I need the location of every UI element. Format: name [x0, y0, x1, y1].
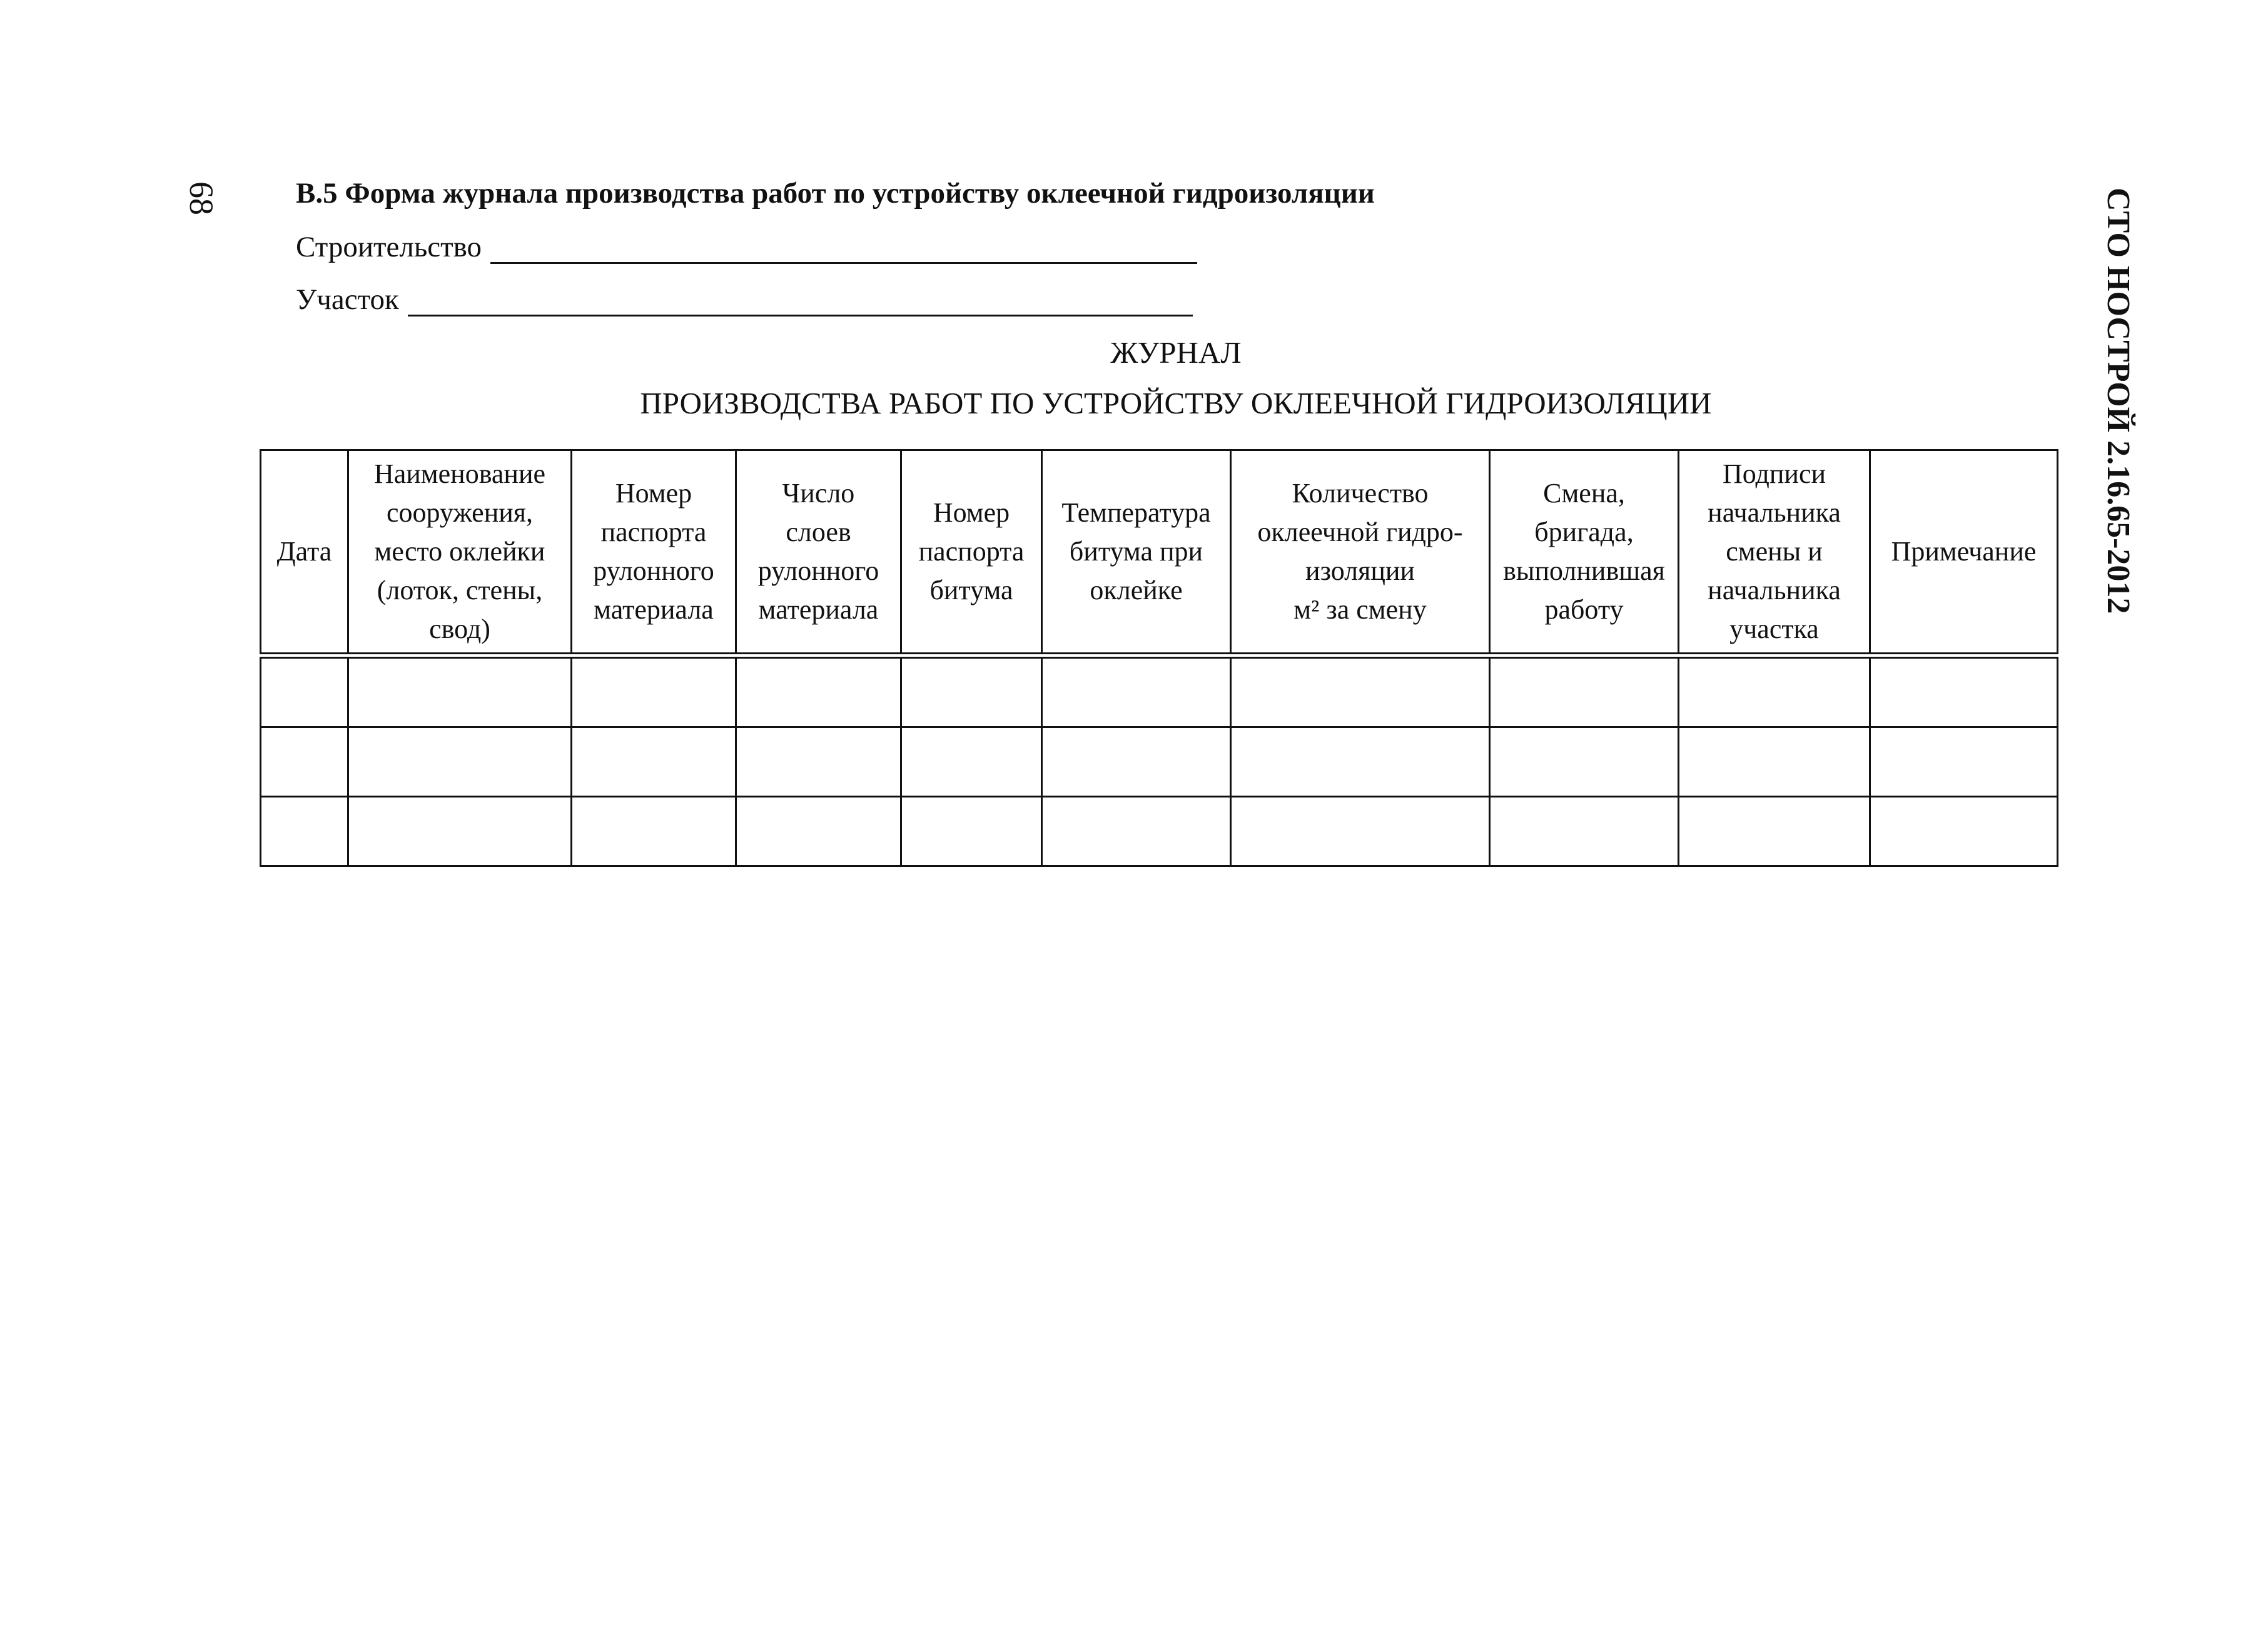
- section-title: В.5 Форма журнала производства работ по устройству оклеечной гидроизоляции: [296, 177, 1375, 210]
- column-header-line: выполнившая: [1503, 555, 1665, 586]
- table-cell[interactable]: [1679, 727, 1870, 797]
- column-header: [572, 450, 736, 656]
- column-header: [261, 450, 348, 656]
- column-header-line: Дата: [276, 536, 332, 567]
- table-cell[interactable]: [348, 727, 572, 797]
- table-cell[interactable]: [1490, 656, 1679, 727]
- column-header-line: начальника: [1708, 497, 1841, 528]
- column-header-line: битума при: [1069, 536, 1203, 567]
- table-cell[interactable]: [1231, 656, 1490, 727]
- column-header-line: паспорта: [600, 517, 707, 547]
- table-cell[interactable]: [261, 727, 348, 797]
- column-header: [348, 450, 572, 656]
- table-row: [261, 656, 2058, 727]
- table-cell[interactable]: [901, 656, 1042, 727]
- table-cell[interactable]: [901, 727, 1042, 797]
- journal-subtitle: ПРОИЗВОДСТВА РАБОТ ПО УСТРОЙСТВУ ОКЛЕЕЧНОЙ ГИДРОИЗОЛЯЦИИ: [640, 386, 1712, 420]
- table-cell[interactable]: [348, 797, 572, 866]
- table-cell[interactable]: [1231, 797, 1490, 866]
- table-cell[interactable]: [736, 797, 901, 866]
- column-header-line: Примечание: [1891, 536, 2037, 567]
- column-header: [1231, 450, 1490, 656]
- table-cell[interactable]: [1231, 727, 1490, 797]
- column-header-line: материала: [758, 594, 879, 625]
- journal-table: [260, 449, 2058, 867]
- column-header-line: оклеечной гидро-: [1257, 517, 1463, 547]
- table-cell[interactable]: [901, 797, 1042, 866]
- table-cell[interactable]: [572, 797, 736, 866]
- column-header-line: оклейке: [1090, 575, 1183, 605]
- column-header-line: Номер: [615, 478, 692, 509]
- column-header-line: рулонного: [757, 555, 879, 586]
- column-header-line: м² за смену: [1293, 594, 1427, 625]
- table-cell[interactable]: [1042, 797, 1231, 866]
- table-cell[interactable]: [736, 656, 901, 727]
- column-header: [1679, 450, 1870, 656]
- column-header-line: битума: [929, 575, 1013, 605]
- column-header-line: работу: [1544, 594, 1624, 625]
- construction-blank-line: [490, 237, 1197, 264]
- column-header: [1870, 450, 2058, 656]
- table-cell[interactable]: [736, 727, 901, 797]
- column-header-line: паспорта: [918, 536, 1025, 567]
- column-header-line: Подписи: [1722, 458, 1826, 489]
- table-cell[interactable]: [1042, 727, 1231, 797]
- table-cell[interactable]: [1870, 656, 2058, 727]
- table-cell[interactable]: [1679, 656, 1870, 727]
- column-header: [1042, 450, 1231, 656]
- construction-field: [296, 230, 1197, 264]
- column-header-line: бригада,: [1534, 517, 1634, 547]
- column-header-line: Количество: [1292, 478, 1429, 509]
- column-header: [1490, 450, 1679, 656]
- table-cell[interactable]: [1042, 656, 1231, 727]
- column-header-line: слоев: [786, 517, 851, 547]
- column-header-line: свод): [429, 614, 490, 644]
- column-header-line: изоляции: [1305, 555, 1415, 586]
- construction-label: Строительство: [296, 231, 482, 263]
- column-header-line: сооружения,: [386, 497, 534, 528]
- table-row: [261, 727, 2058, 797]
- column-header-line: участка: [1729, 614, 1819, 644]
- site-field: [296, 283, 1193, 316]
- table-row: [261, 797, 2058, 866]
- site-label: Участок: [296, 283, 399, 316]
- column-header-line: Номер: [933, 497, 1010, 528]
- column-header-line: Число: [782, 478, 855, 509]
- column-header-line: начальника: [1708, 575, 1841, 605]
- table-cell[interactable]: [348, 656, 572, 727]
- table-cell[interactable]: [261, 656, 348, 727]
- column-header: [901, 450, 1042, 656]
- column-header-line: смены и: [1726, 536, 1823, 567]
- column-header-line: (лоток, стены,: [377, 575, 543, 605]
- column-header-line: Наименование: [373, 458, 546, 489]
- document-code-header: СТО НОСТРОЙ 2.16.65-2012: [2100, 188, 2136, 614]
- table-cell[interactable]: [1490, 727, 1679, 797]
- column-header-line: Температура: [1061, 497, 1211, 528]
- column-header: [736, 450, 901, 656]
- column-header-line: рулонного: [593, 555, 714, 586]
- table-cell[interactable]: [261, 797, 348, 866]
- column-header-line: материала: [594, 594, 714, 625]
- table-header-row: [261, 450, 2058, 656]
- page-number: 68: [183, 181, 220, 215]
- column-header-line: Смена,: [1543, 478, 1625, 509]
- table-cell[interactable]: [1490, 797, 1679, 866]
- journal-title: ЖУРНАЛ: [1110, 335, 1242, 370]
- site-blank-line: [408, 290, 1193, 316]
- table-cell[interactable]: [1679, 797, 1870, 866]
- table-cell[interactable]: [1870, 797, 2058, 866]
- table-cell[interactable]: [572, 656, 736, 727]
- table-cell[interactable]: [1870, 727, 2058, 797]
- column-header-line: место оклейки: [374, 536, 545, 567]
- table-cell[interactable]: [572, 727, 736, 797]
